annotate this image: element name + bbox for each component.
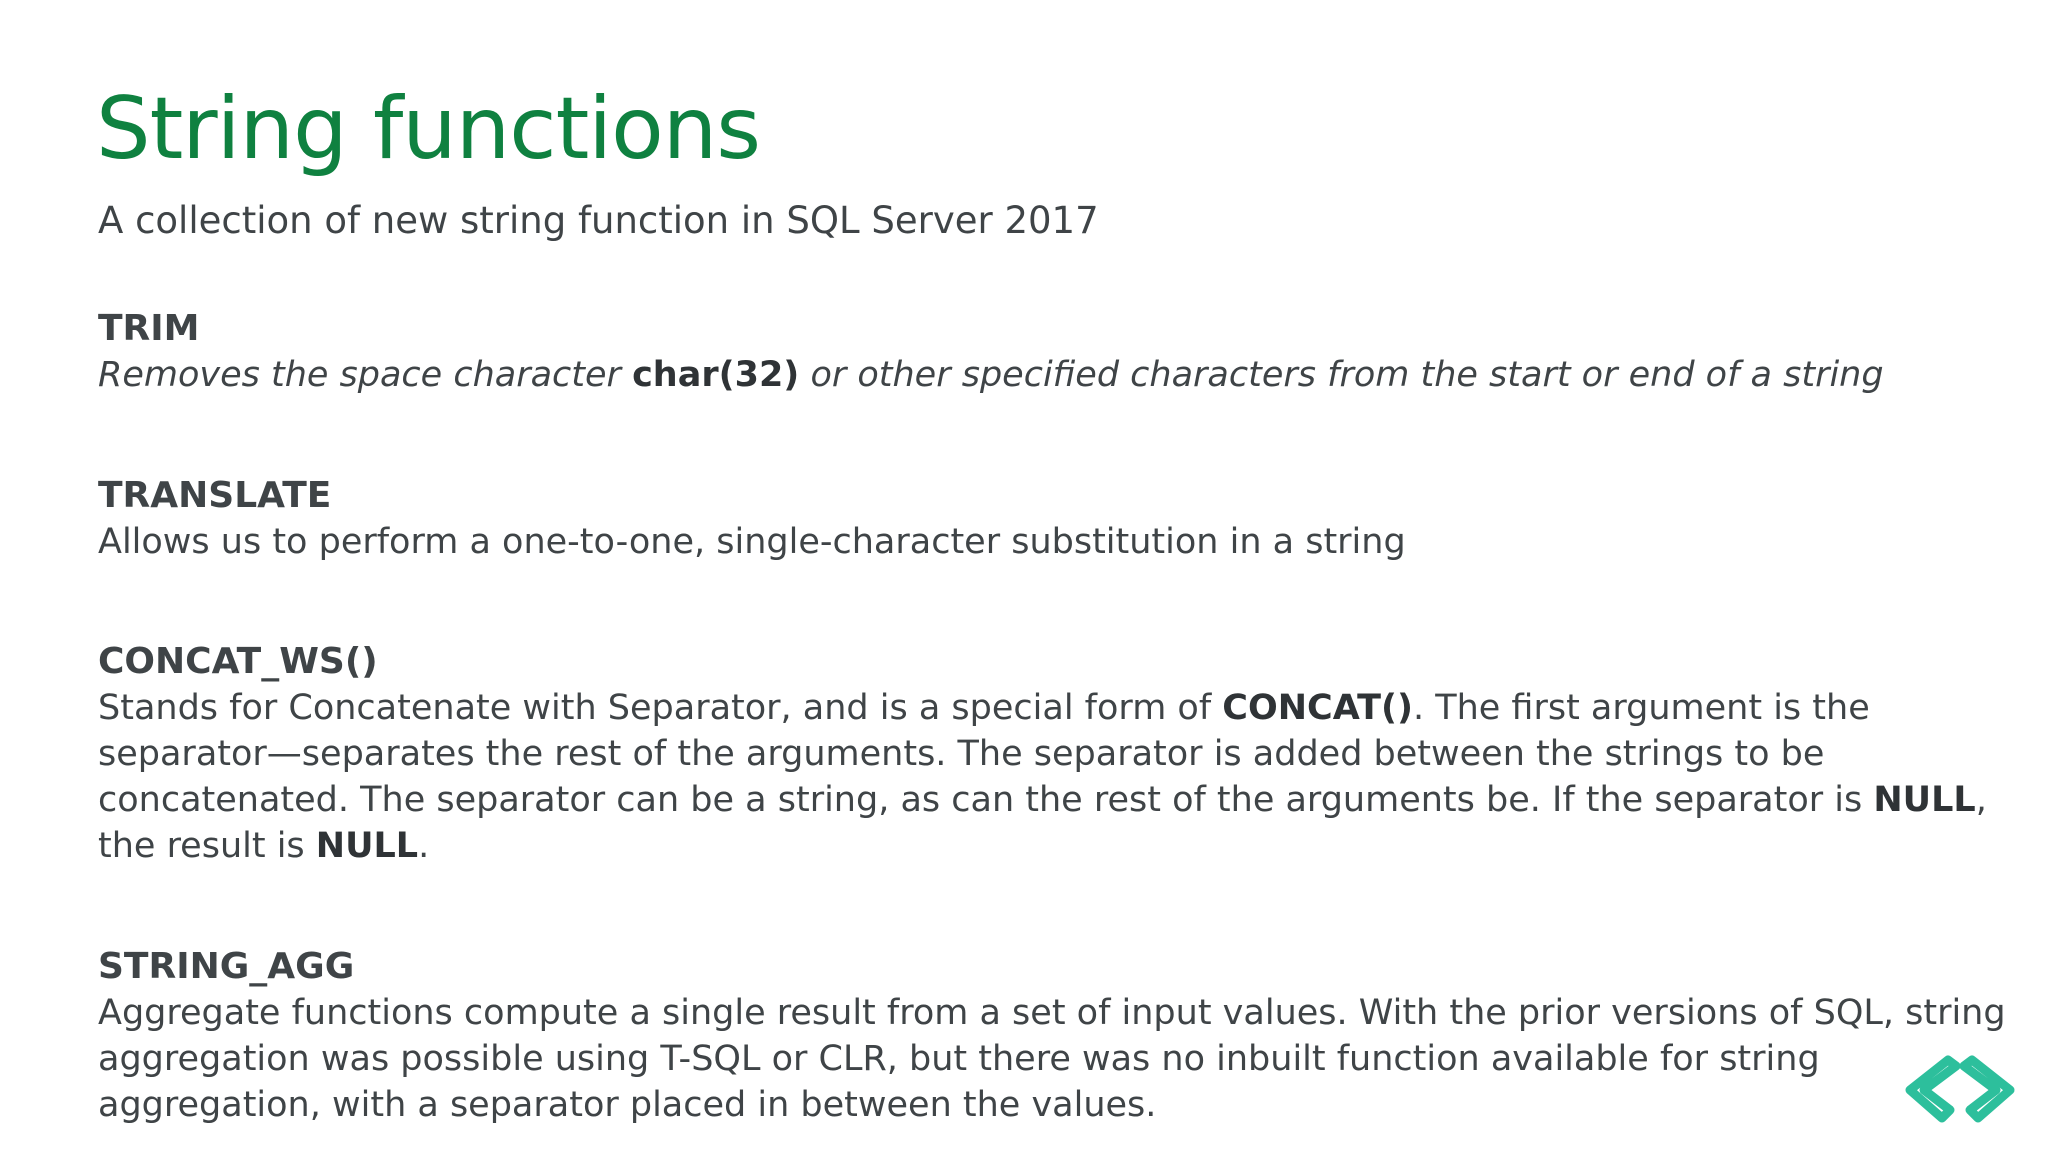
body-line bbox=[98, 823, 1938, 869]
section-heading-concat-ws: CONCAT_WS() bbox=[98, 641, 378, 682]
body-text: . The first argument is the bbox=[1412, 688, 1870, 728]
section-concat-ws bbox=[98, 639, 1987, 869]
body-text: concatenated. The separator can be a string, as can the rest of the arguments be. If the separator is bbox=[98, 780, 1874, 820]
code-term-null: NULL bbox=[315, 826, 419, 866]
section-body-translate: Allows us to perform a one-to-one, single-character substitution in a string bbox=[98, 522, 1406, 562]
code-term-char32: char(32) bbox=[632, 355, 800, 395]
body-text: or other specified characters from the start or end of a string bbox=[799, 355, 1884, 395]
code-term-concat: CONCAT() bbox=[1222, 688, 1413, 728]
body-line bbox=[98, 777, 1987, 823]
section-trim bbox=[98, 306, 1938, 398]
body-line: separator—separates the rest of the arguments. The separator is added between the strings to be bbox=[98, 734, 1825, 774]
body-text: , bbox=[1975, 780, 1987, 820]
left-chevron-shape bbox=[1910, 1060, 1956, 1118]
slide-subtitle: A collection of new string function in SQL Server 2017 bbox=[98, 199, 1099, 242]
code-brackets-logo-icon bbox=[1898, 1050, 2022, 1126]
section-body-trim bbox=[98, 352, 1938, 398]
body-line: aggregation was possible using T-SQL or CLR, but there was no inbuilt function available for string bbox=[98, 1039, 1820, 1079]
section-heading-translate: TRANSLATE bbox=[98, 475, 332, 516]
section-string-agg bbox=[98, 944, 2006, 1128]
section-body-string-agg bbox=[98, 990, 2006, 1128]
code-term-null: NULL bbox=[1873, 780, 1976, 820]
slide-title: String functions bbox=[96, 79, 761, 179]
section-heading-trim: TRIM bbox=[98, 308, 200, 349]
body-line bbox=[98, 685, 1938, 731]
body-text: Removes the space character bbox=[98, 355, 633, 395]
section-body-concat-ws bbox=[98, 685, 1987, 869]
body-line: Aggregate functions compute a single result from a set of input values. With the prior versions of SQL, string bbox=[98, 993, 2006, 1033]
section-translate bbox=[98, 473, 1938, 565]
body-text: Stands for Concatenate with Separator, and is a special form of bbox=[98, 688, 1223, 728]
right-chevron-shape bbox=[1964, 1060, 2010, 1118]
body-text: the result is bbox=[98, 826, 316, 866]
body-text: . bbox=[418, 826, 430, 866]
body-line: aggregation, with a separator placed in between the values. bbox=[98, 1085, 1157, 1125]
section-heading-string-agg: STRING_AGG bbox=[98, 946, 355, 987]
